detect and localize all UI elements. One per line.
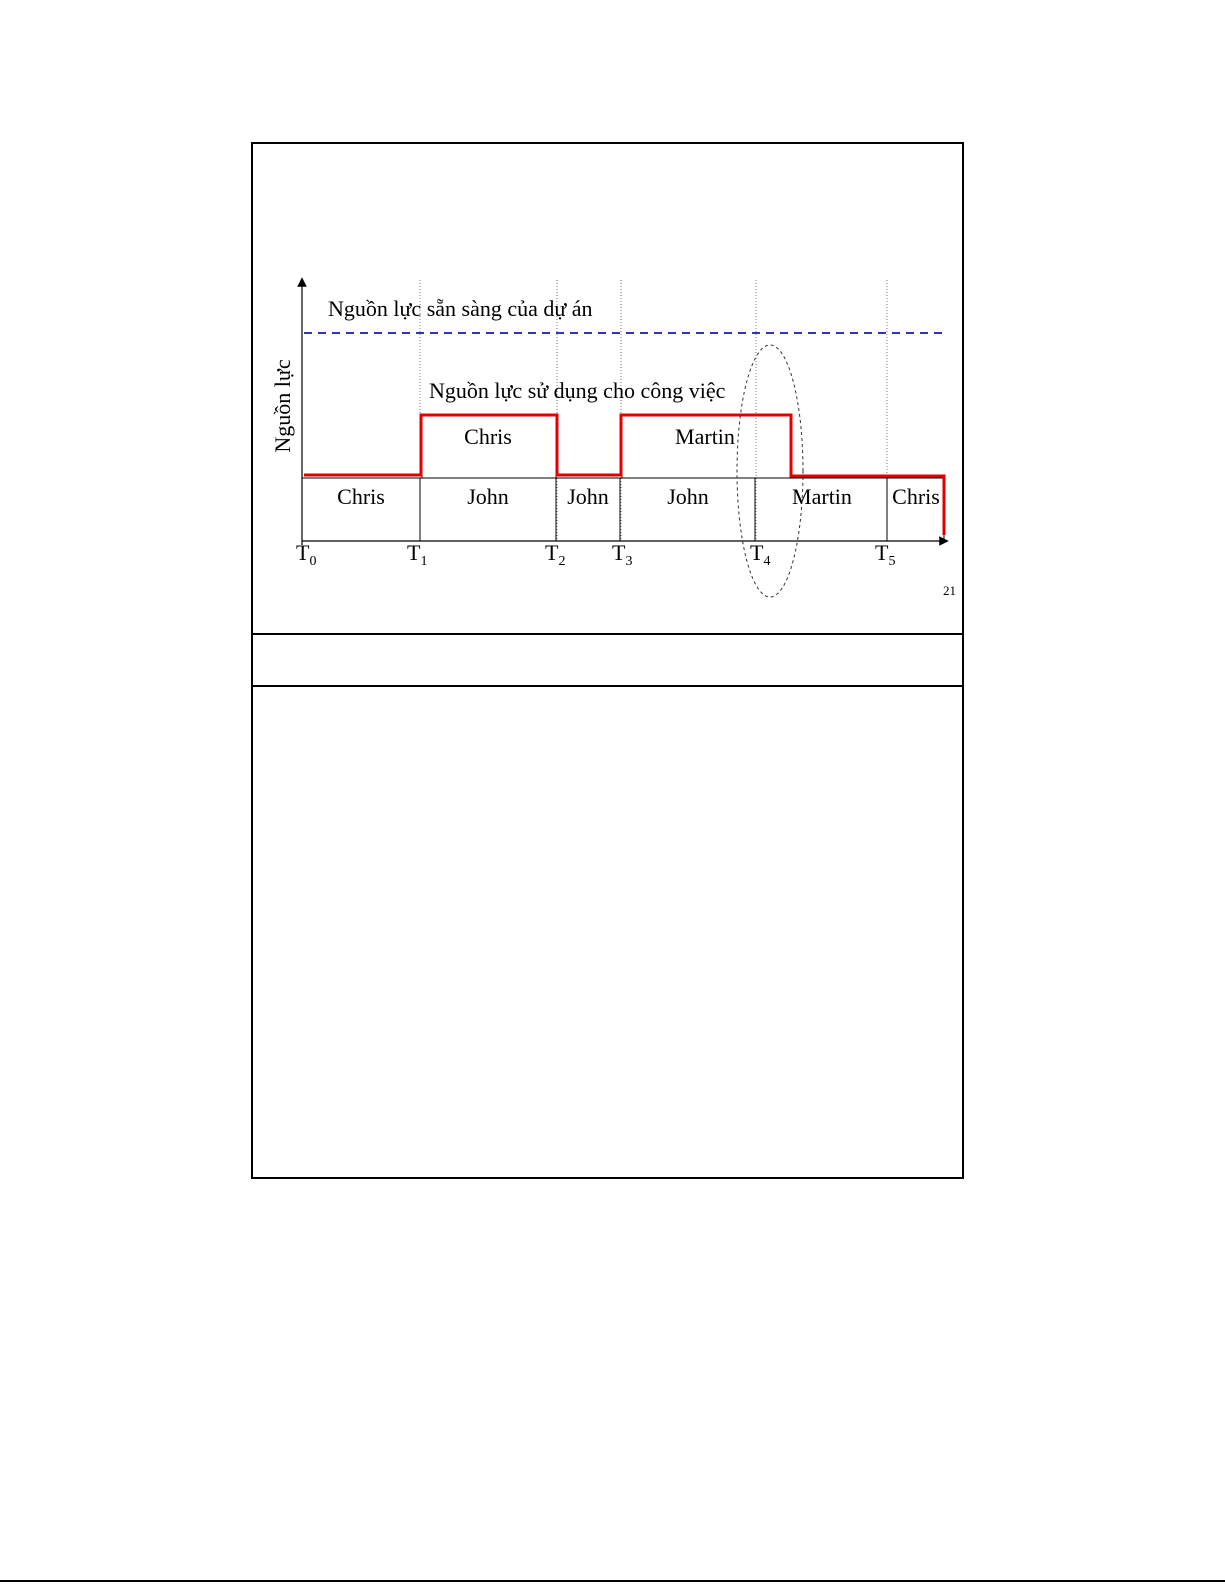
time-label-t0: $T_0$: [296, 540, 317, 569]
availability-label: Nguồn lực sẵn sàng của dự án: [328, 296, 593, 321]
upper-label-martin: Martin: [675, 424, 735, 449]
upper-label-chris: Chris: [464, 424, 512, 449]
time-label-t5: $T_5$: [875, 540, 896, 569]
usage-label: Nguồn lực sử dụng cho công việc: [429, 378, 726, 403]
time-label-t3: $T_3$: [612, 540, 633, 569]
lower-label-john: John: [567, 484, 609, 509]
page-number: 21: [943, 583, 956, 598]
lower-label-john: John: [467, 484, 509, 509]
time-label-t2: $T_2$: [545, 540, 566, 569]
time-label-t1: $T_1$: [407, 540, 428, 569]
time-labels: [296, 540, 895, 569]
y-axis-label: Nguồn lực: [270, 359, 295, 453]
lower-label-chris: Chris: [892, 484, 940, 509]
lower-label-chris: Chris: [337, 484, 385, 509]
time-label-t4: $T_4$: [750, 540, 771, 569]
usage-line: [304, 415, 944, 535]
lower-label-john: John: [667, 484, 709, 509]
lower-label-martin: Martin: [792, 484, 852, 509]
